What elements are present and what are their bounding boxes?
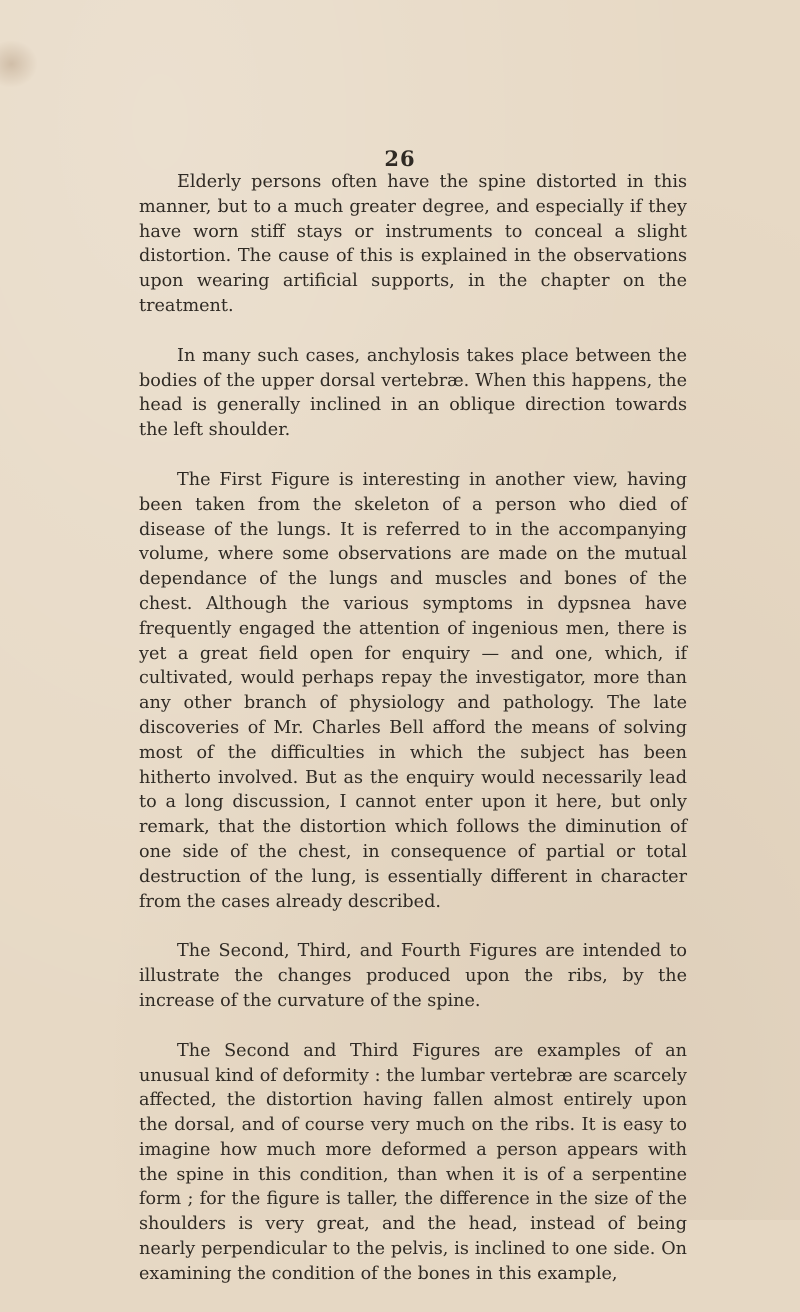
paragraph: Elderly persons often have the spine distorted in this manner, but to a much greater degree, and especially if they have worn stiff stays or instruments to conceal a slight distortion. The cause of this is explained in the observations upon wearing artificial supports, in the chapter on the treatment.: [139, 172, 687, 316]
body-text: [139, 170, 687, 1312]
paragraph: In many such cases, anchylosis takes place between the bodies of the upper dorsal vertebræ. When this happens, the head is generally inclined in an oblique direction towards the left shoulder.: [139, 345, 687, 441]
paragraph: The First Figure is interesting in another view, having been taken from the skeleton of a person who died of disease of the lungs. It is referred to in the accompanying volume, where some observations are made on the mutual dependance of the lungs and muscles and bones of the chest. Although the various symptoms in dypsnea have frequently engaged the attention of ingenious men, there is yet a great field open for enquiry — and one, which, if cultivated, would perhaps repay the investigator, more than any other branch of physiology and pathology. The late discoveries of Mr. Charles Bell afford the means of solving most of the difficulties in which the subject has been hitherto involved. But as the enquiry would necessarily lead to a long discussion, I cannot enter upon it here, but only remark, that the distortion which follows the diminution of one side of the chest, in consequence of partial or total destruction of the lung, is essentially different in character from the cases already described.: [139, 469, 687, 912]
paragraph: The Second, Third, and Fourth Figures are intended to illustrate the changes produced upon the ribs, by the increase of the curvature of the spine.: [139, 941, 687, 1011]
page-stain: [0, 40, 38, 88]
paragraph: The Second and Third Figures are examples of an unusual kind of deformity : the lumbar vertebræ are scarcely affected, the distortion having fallen almost entirely upon the dorsal, and of course very much on the ribs. It is easy to imagine how much more deformed a person appears with the spine in this condition, than when it is of a serpentine form ; for the figure is taller, the difference in the size of the shoulders is very great, and the head, instead of being nearly perpendicular to the pelvis, is inclined to one side. On examining the condition of the bones in this example,: [139, 1040, 687, 1284]
page-number: 26: [384, 146, 416, 171]
